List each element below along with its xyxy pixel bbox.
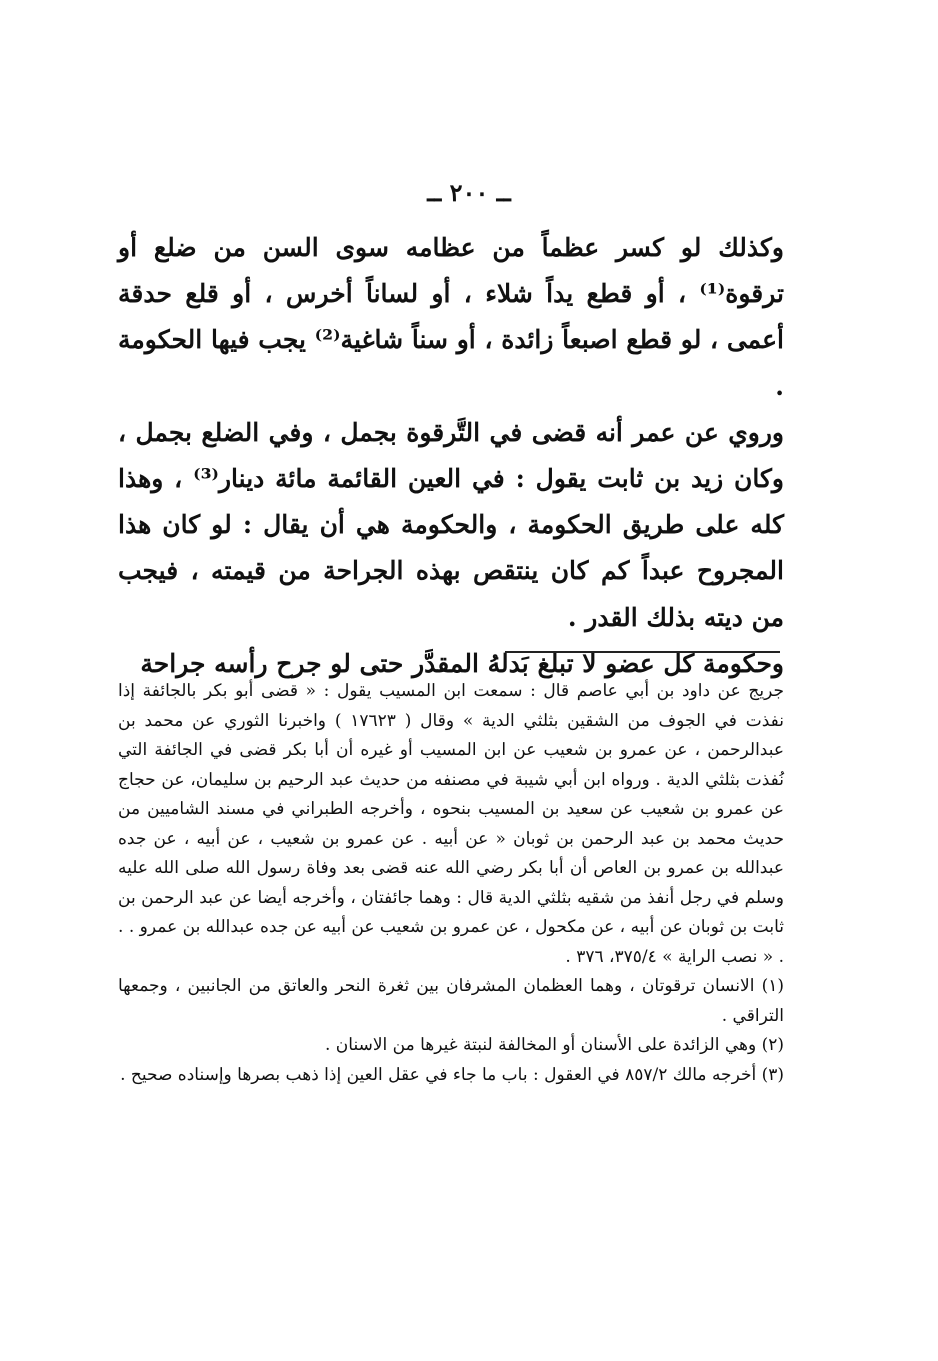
footnote-1: (١) الانسان ترقوتان ، وهما العظمان المشرفان بين ثغرة النحر والعاتق من الجانبين ، وجمعها التراقي .: [118, 976, 784, 1026]
main-text: [118, 225, 784, 687]
footnote-2: (٢) وهي الزائدة على الأسنان أو المخالفة لنبتة غيرها من الاسنان .: [324, 1035, 784, 1055]
page-number: ــ ٢٠٠ ــ: [427, 178, 511, 207]
footnotes-section: [118, 677, 784, 1090]
footnote-divider: [505, 651, 780, 653]
footnote-3: (٣) أخرجه مالك ٨٥٧/٢ في العقول : باب ما جاء في عقل العين إذا ذهب بصرها وإسناده صحيح .: [120, 1064, 784, 1085]
takhrij-text: جريج عن داود بن أبي عاصم قال : سمعت ابن المسيب يقول : « قضى أبو بكر بالجائفة إذا نفذت في الجوف من الشقين بثلثي الدية » وقال ( ١٧٦٢٣ ) واخبرنا الثوري عن محمد بن عبدالرحمن ، عن عمرو بن شعيب عن ابن المسيب أو غيره أن أبا بكر قضى في الجائفة التي نُفذت بثلثي الدية . ورواه ابن أبي شيبة في مصنفه من حديث عبد الرحيم بن سليمان، عن حجاج عن عمرو بن شعيب عن سعيد بن المسيب بنحوه ، وأخرجه الطبراني في مسند الشاميين من حديث محمد بن عبد الرحمن بن ثوبان « عن أبيه . عن عمرو بن شعيب ، عن أبيه ، عن جده عبدالله بن عمرو بن العاص أن أبا بكر رضي الله عنه قضى بعد وفاة رسول الله صلى الله عليه وسلم في رجل أنفذ من شقيه بثلثي الدية قال : وهما جائفتان ، وأخرجه أيضا عن عبد الرحمن بن ثابت بن ثوبان عن أبيه ، عن مكحول ، عن عمرو بن شعيب عن أبيه عن جده عبدالله بن عمرو . . . « نصب الراية » ٣٧٥/٤، ٣٧٦ .: [118, 681, 785, 967]
main-paragraph: وكذلك لو كسر عظماً من عظامه سوى السن من ضلع أو ترقوة⁽¹⁾ ، أو قطع يداً شلاء ، أو لساناً أخرس ، أو قلع حدقة أعمى ، لو قطع اصبعاً زائدة ، أو سناً شاغية⁽²⁾ يجب فيها الحكومة .: [118, 233, 784, 401]
main-paragraph: وروي عن عمر أنه قضى في التَّرقوة بجمل ، وفي الضلع بجمل ، وكان زيد بن ثابت يقول : في العين القائمة مائة دينار⁽³⁾ ، وهذا كله على طريق الحكومة ، والحكومة هي أن يقال : لو كان هذا المجروح عبداً كم كان ينتقص بهذه الجراحة من قيمته ، فيجب من ديته بذلك القدر .: [118, 417, 784, 632]
main-paragraph: وحكومة كل عضو لا تبلغ بَدلهُ المقدَّر حتى لو جرح رأسه جراحة: [140, 648, 784, 678]
